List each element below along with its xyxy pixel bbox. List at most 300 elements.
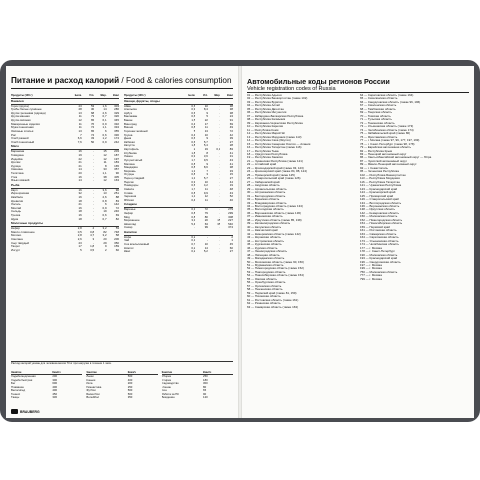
nutrient-value: 0,6	[191, 184, 196, 188]
nutrient-value: 0,9	[102, 206, 107, 210]
nutrient-value: 0,9	[191, 155, 196, 159]
nutrient-value: 52	[229, 195, 233, 199]
nutrient-value: -	[219, 140, 221, 144]
nutrient-value: 69	[115, 214, 119, 218]
region-code-row: 15 — Республика Северная Осетия — Алания	[247, 142, 311, 146]
nutrient-value: 6,6	[77, 137, 82, 141]
activity-kcal: 80	[203, 384, 207, 389]
nutrient-value: -	[93, 161, 95, 165]
region-code-row: 01 — Республика Адыгея	[247, 94, 282, 97]
region-code-row: 12 — Республика Марий Эл	[247, 132, 286, 136]
nutrient-value: 3	[206, 173, 208, 177]
product-name: Лук репчатый	[124, 158, 143, 162]
nutrient-value: 44	[229, 180, 233, 184]
header-cell: Белк.	[188, 94, 196, 97]
nutrient-value: 14	[103, 108, 107, 112]
region-code-row: 35 — Вологодская область	[247, 208, 284, 212]
region-code-row: 193 — Краснодарский край	[360, 257, 398, 261]
nutrient-value: 206	[114, 237, 119, 241]
nutrient-value: -	[219, 191, 221, 195]
nutrient-value: -	[219, 162, 221, 166]
region-code-row: 60 — Псковская область	[247, 295, 281, 299]
nutrient-value: 63	[204, 222, 208, 226]
region-code-row: 89 — Ямало-Ненецкий автономный округ	[360, 163, 417, 167]
activity-name: Коньки	[86, 378, 96, 382]
nutrient-value: -	[93, 241, 95, 245]
nutrient-value: 11	[204, 126, 208, 130]
region-code-row: 61 — Ростовская область (также 161)	[247, 298, 299, 302]
nutrient-value: 0,8	[90, 230, 95, 234]
activity-name: Йога	[86, 382, 93, 386]
product-name: Мука пшеничная	[11, 126, 34, 130]
region-code-row: 45 — Курганская область	[247, 243, 282, 247]
header-cell: Ккал/ч	[127, 371, 136, 374]
nutrient-value: 0,6	[191, 115, 196, 119]
product-name: Кролик	[11, 161, 21, 165]
nutrient-value: 3,2	[102, 227, 107, 231]
header-cell: Занятие	[161, 371, 173, 374]
nutrient-value: 79	[204, 211, 208, 215]
region-code-row: 31 — Белгородская область	[247, 194, 286, 198]
right-title-rule	[247, 92, 469, 93]
header-cell: Жир.	[214, 94, 221, 97]
nutrient-value: 72	[115, 206, 119, 210]
activity-kcal: 200	[127, 381, 133, 386]
section-heading: Рыба	[11, 184, 119, 189]
nutrient-value: 0,3	[191, 208, 196, 212]
product-name: Крупа овсяная	[11, 119, 31, 123]
nutrient-value: 24	[229, 115, 233, 119]
nutrient-value: -	[219, 184, 221, 188]
table-row	[124, 199, 233, 203]
region-code-row: 40 — Калужская область	[247, 225, 282, 229]
nutrient-value: 159	[114, 245, 119, 249]
nutrient-value: -	[93, 195, 95, 199]
table-row	[124, 226, 233, 230]
nutrient-value: 2,8	[77, 234, 82, 238]
nutrient-value: -	[219, 133, 221, 137]
region-code-row: 54 — Новосибирская область (также 154)	[247, 274, 304, 278]
product-name: Сахар	[124, 226, 133, 230]
nutrient-value: 38	[103, 175, 107, 179]
region-code-row: 03 — Республика Бурятия	[247, 100, 283, 104]
product-name: Огурцы	[124, 173, 135, 177]
nutrient-value: 13	[204, 129, 208, 133]
activity-kcal: 400	[127, 377, 133, 382]
nutrient-value: 0,9	[102, 122, 107, 126]
nutrient-value: 18	[78, 217, 82, 221]
product-name: Перец сладкий	[124, 177, 145, 181]
nutrient-value: 2	[193, 148, 196, 152]
product-name: Чай	[124, 239, 130, 243]
region-code-row: 197 — г. Москва	[360, 263, 382, 267]
region-code-row: 136 — Воронежская область	[360, 205, 400, 208]
nutrient-value: 0,8	[191, 162, 196, 166]
nutrient-value: 0,6	[191, 111, 196, 115]
product-name: Черешня	[124, 195, 137, 199]
product-name: Грибы белые сушёные	[11, 108, 42, 112]
nutrient-value: 14	[204, 246, 208, 250]
header-cell: Ккал	[113, 94, 119, 97]
activity-kcal: 65	[203, 388, 207, 393]
product-name: Мёд	[124, 215, 130, 219]
nutrient-value: 27	[229, 177, 233, 181]
region-code-row: 44 — Костромская область	[247, 239, 285, 243]
section-heading: Напитки	[124, 231, 233, 236]
activity-name: Гимнастика	[86, 385, 102, 389]
region-code-row: 19 — Республика Хакасия	[247, 156, 283, 160]
nutrient-value: 74	[90, 133, 95, 137]
nutrient-value: 3,5	[90, 248, 95, 252]
activity-kcal: 90	[203, 391, 207, 396]
product-name: Баранина	[11, 150, 25, 154]
activity-name: Бег	[11, 382, 16, 386]
nutrient-value: 279	[228, 208, 233, 212]
nutrient-value: -	[93, 199, 95, 203]
nutrient-value: 7	[80, 133, 82, 137]
nutrient-value: 0,4	[191, 198, 196, 202]
activity-name: Лыжи	[86, 375, 94, 379]
nutrient-value: 9	[206, 162, 208, 166]
nutrient-value: 1,8	[90, 245, 95, 249]
product-name: Малина	[124, 162, 135, 166]
nutrient-value: 38	[229, 111, 233, 115]
nutrient-value: 0,8	[102, 199, 107, 203]
nutrient-value: 11	[204, 187, 208, 191]
nutrient-value: 80	[204, 215, 208, 219]
nutrient-value: 1,3	[191, 169, 196, 173]
nutrient-value: 8	[104, 164, 107, 168]
nutrient-value: 308	[228, 215, 233, 219]
nutrient-value: 19	[229, 184, 233, 188]
nutrient-value: 13	[78, 129, 82, 133]
nutrient-value: 350	[114, 241, 119, 245]
nutrient-value: 0,8	[191, 173, 196, 177]
product-name: Говядина	[11, 153, 24, 157]
region-code-row: 55 — Омская область	[247, 277, 277, 281]
nutrient-value: 27	[229, 140, 233, 144]
activity-row	[11, 396, 82, 400]
product-name: Овсяные хлопья	[11, 129, 34, 133]
activity-kcal: 250	[203, 374, 208, 379]
nutrient-value: 65	[90, 119, 95, 123]
region-code-row: 190 — Московская область	[360, 253, 398, 257]
table-row	[11, 179, 119, 183]
product-name: Хлеб пшеничный	[11, 140, 35, 144]
nutrient-value: 2,6	[77, 237, 82, 241]
region-code-row: 56 — Оренбургская область	[247, 281, 286, 285]
nutrient-value: 18	[78, 210, 82, 214]
nutrient-value: 60	[229, 246, 233, 250]
nutrient-value: 1,1	[102, 126, 107, 130]
region-code-row: 71 — Тульская область	[360, 118, 392, 122]
nutrient-value: 96	[115, 188, 119, 192]
region-code-row: 38 — Иркутская область (также 85, 138)	[247, 218, 302, 222]
nutrient-value: 23	[78, 241, 82, 245]
region-code-row: 69 — Тверская область	[360, 111, 393, 115]
product-name: Компот	[124, 246, 134, 250]
nutrient-value: 0,9	[191, 108, 196, 112]
header-cell: Занятие	[11, 371, 22, 374]
nutrient-value: -	[219, 129, 221, 133]
product-name: Кофе	[124, 235, 132, 239]
region-code-row: 37 — Ивановская область	[247, 215, 283, 219]
nutrient-value: 0,2	[191, 246, 196, 250]
header-cell: Угл.	[203, 94, 208, 97]
nutrient-value: 10	[204, 104, 208, 108]
nutrient-value: 3,2	[102, 234, 107, 238]
region-code-row: 04 — Республика Алтай	[247, 104, 280, 108]
region-code-row: 95 — Чеченская Республика	[360, 170, 399, 174]
nutrient-value: 22	[204, 119, 208, 123]
region-code-row: 154 — Новосибирская область	[360, 222, 403, 226]
nutrient-value: 0,8	[191, 215, 196, 219]
nutrient-value: 5,7	[203, 177, 208, 181]
nutrient-value: 11	[204, 198, 208, 202]
nutrient-value: 0,2	[191, 250, 196, 254]
nutrient-value: 60	[115, 248, 119, 252]
header-cell: Продукты (100 г)	[11, 94, 33, 97]
nutrient-value: 38	[229, 104, 233, 108]
activity-name: Вождение	[161, 396, 175, 400]
calorie-footnote: Расход калорий указан для человека весом 70 кг при нагрузке в течение 1 часа.	[11, 361, 233, 365]
nutrient-value: 4,7	[90, 234, 95, 238]
product-name: Горошек зелёный	[124, 129, 148, 133]
nutrient-value: 13	[103, 192, 107, 196]
nutrient-value: 3,6	[102, 188, 107, 192]
nutrient-value: 251	[114, 192, 119, 196]
header-cell: Ккал	[227, 94, 233, 97]
nutrient-value: -	[219, 119, 221, 123]
nutrient-value: 14	[78, 168, 82, 172]
nutrient-value: -	[219, 177, 221, 181]
region-code-row: 102 — Республика Башкортостан	[360, 173, 406, 177]
region-code-row: 47 — Ленинградская область	[247, 250, 288, 254]
nutrient-value: 12	[78, 119, 82, 123]
nutrient-value: 48	[229, 187, 233, 191]
activity-name: Сон	[161, 389, 167, 393]
nutrient-value: 16	[78, 214, 82, 218]
nutrient-value: -	[219, 115, 221, 119]
nutrient-value: 5	[193, 129, 196, 133]
nutrient-value: 15	[229, 173, 233, 177]
nutrient-value: -	[219, 187, 221, 191]
nutrient-value: -	[93, 150, 95, 154]
product-name: Персик	[124, 180, 134, 184]
nutrient-value: 3,3	[191, 219, 196, 223]
nutrient-value: 12	[204, 195, 208, 199]
nutrient-value: 9,5	[203, 158, 208, 162]
product-name: Лимон	[124, 155, 133, 159]
nutrient-value: 1,6	[102, 104, 107, 108]
region-code-row: 177 — г. Москва	[360, 246, 382, 250]
nutrient-value: 2	[231, 235, 233, 239]
region-code-row: 22 — Алтайский край	[247, 163, 277, 167]
brand-name: BRAUBERG	[20, 409, 40, 414]
nutrient-value: 11	[78, 126, 82, 130]
region-code-row: 18 — Удмуртская Республика	[247, 152, 288, 156]
activity-kcal: 180	[203, 377, 208, 382]
region-code-row: 163 — Самарская область	[360, 232, 397, 236]
region-code-row: 27 — Хабаровский край	[247, 180, 280, 184]
nutrient-value: 11	[103, 161, 107, 165]
product-name: Утка	[11, 175, 18, 179]
nutrient-value: 21	[78, 164, 82, 168]
region-code-row: 17 — Республика Тыва	[247, 149, 279, 153]
region-code-row: 28 — Амурская область	[247, 184, 280, 188]
nutrient-value: 748	[114, 230, 119, 234]
product-name: Сок апельсиновый	[124, 243, 150, 247]
nutrient-value: 45	[229, 243, 233, 247]
nutrient-value: -	[219, 226, 221, 230]
product-name: Айва	[124, 104, 131, 108]
region-code-row: 41 — Камчатский край	[247, 229, 278, 233]
region-code-row: 777 — г. Москва	[360, 274, 382, 278]
region-code-row: 46 — Курская область	[247, 246, 278, 250]
nutrient-value: 1,7	[191, 187, 196, 191]
nutrient-value: 91	[229, 119, 233, 123]
nutrient-value: 43	[229, 158, 233, 162]
nutrient-value: 58	[115, 234, 119, 238]
nutrient-value: -	[206, 235, 208, 239]
nutrient-value: 1,7	[191, 158, 196, 162]
product-name: Икра красная	[11, 192, 30, 196]
region-code-row: 59 — Пермский край (также 81, 159)	[247, 291, 297, 295]
activity-name: Садоводство	[161, 382, 179, 386]
region-code-row: 29 — Архангельская область	[247, 187, 287, 191]
nutrient-value: -	[219, 180, 221, 184]
nutrient-value: 50	[90, 140, 95, 144]
nutrient-value: 41	[229, 151, 233, 155]
nutrient-value: 405	[114, 175, 119, 179]
region-code-row: 76 — Ярославская область	[360, 135, 398, 139]
region-code-row: 196 — Свердловская область	[360, 260, 401, 264]
nutrient-value: 8,4	[203, 108, 208, 112]
activity-kcal: 330	[52, 395, 58, 400]
product-name: Виноград	[124, 122, 137, 126]
header-cell: Жир.	[100, 94, 107, 97]
activity-kcal: 400	[52, 388, 58, 393]
region-code-row: 32 — Брянская область	[247, 198, 280, 202]
region-code-row: 138 — Иркутская область	[360, 208, 396, 212]
activity-kcal: 500	[127, 391, 133, 396]
product-name: Масло сливочное	[11, 230, 35, 234]
nutrient-value: -	[93, 175, 95, 179]
product-name: Баклажан	[124, 115, 138, 119]
nutrient-value: 21	[78, 203, 82, 207]
product-name: Творог	[11, 245, 21, 249]
nutrient-value: -	[219, 158, 221, 162]
nutrient-value: 35	[217, 222, 221, 226]
activity-name: Стирка	[161, 378, 171, 382]
product-name: Вишня	[124, 126, 134, 130]
nutrient-value: 20	[103, 237, 107, 241]
nutrient-value: 7	[206, 169, 208, 173]
nutrient-value: 3,6	[203, 155, 208, 159]
region-code-row: 86 — Ханты-Мансийский автономный округ — Югра	[360, 156, 432, 160]
nutrient-value: -	[219, 211, 221, 215]
nutrient-value: 10	[204, 243, 208, 247]
nutrient-value: -	[93, 172, 95, 176]
nutrient-value: 19	[78, 153, 82, 157]
nutrient-value: 0,6	[191, 104, 196, 108]
nutrient-value: 20	[204, 219, 208, 223]
region-code-row: 14 — Республика Саха (Якутия)	[247, 139, 291, 143]
nutrient-value: 0,9	[102, 140, 107, 144]
product-name: Мандарин	[124, 166, 138, 170]
nutrient-value: 27	[229, 250, 233, 254]
table-row	[11, 249, 119, 253]
nutrient-value: 0,6	[191, 140, 196, 144]
region-code-row: 26 — Ставропольский край (также 126)	[247, 177, 301, 181]
nutrient-value: 2,6	[102, 195, 107, 199]
region-code-row: 799 — г. Москва	[360, 277, 382, 281]
product-name: Мороженое	[124, 219, 140, 223]
product-name: Яблоки	[124, 198, 134, 202]
nutrient-value: 82	[115, 217, 119, 221]
nutrient-value: 11	[78, 122, 82, 126]
title-ru: Питание и расход калорий	[11, 76, 120, 85]
region-code-row: 174 — Челябинская область	[360, 243, 399, 247]
nutrient-value: 46	[229, 198, 233, 202]
right-page-subtitle: Vehicle registration codes of Russia	[247, 86, 336, 92]
nutrient-value: -	[219, 250, 221, 254]
region-code-row: 58 — Пензенская область	[247, 288, 283, 292]
header-cell: Ккал/ч	[203, 371, 212, 374]
product-name: Хлеб ржаной	[11, 137, 29, 141]
region-code-row: 62 — Рязанская область	[247, 302, 281, 306]
region-code-row: 21 — Чувашская Республика (также 121)	[247, 159, 303, 163]
region-code-row: 152 — Нижегородская область	[360, 218, 403, 222]
nutrient-value: 0,5	[77, 230, 82, 234]
nutrient-value: -	[219, 155, 221, 159]
region-code-row: 75 — Забайкальский край (также 80)	[360, 132, 411, 136]
food-table-col-2	[124, 94, 233, 254]
nutrient-value: 23	[78, 104, 82, 108]
nutrient-value: 14	[78, 179, 82, 183]
nutrient-value: 19	[103, 210, 107, 214]
activity-name: Теннис	[11, 392, 21, 396]
region-code-row: 33 — Владимирская область	[247, 201, 287, 205]
region-code-row: 161 — Ростовская область	[360, 229, 397, 233]
region-code-row: 07 — Кабардино-Балкарская Республика	[247, 114, 304, 118]
nutrient-value: 1,8	[191, 151, 196, 155]
activity-kcal: 500	[127, 374, 133, 379]
nutrient-value: 16	[78, 150, 82, 154]
nutrient-value: 0,8	[191, 211, 196, 215]
product-name: Йогурт	[11, 248, 21, 252]
nutrient-value: 163	[114, 179, 119, 183]
nutrient-value: 0,6	[102, 133, 107, 137]
region-code-row: 11 — Республика Коми	[247, 128, 279, 132]
region-code-row: 30 — Астраханская область	[247, 191, 286, 195]
nutrient-value: 303	[114, 104, 119, 108]
product-name: Индейка	[11, 157, 23, 161]
nutrient-value: 9	[206, 137, 208, 141]
nutrient-value: 39	[229, 137, 233, 141]
activity-name: Велосипед	[11, 389, 26, 393]
nutrient-value: 33	[90, 137, 95, 141]
nutrient-value: 345	[114, 119, 119, 123]
nutrient-value: -	[93, 179, 95, 183]
region-code-row: 49 — Магаданская область	[247, 257, 285, 261]
product-name: Кабачки	[124, 140, 135, 144]
product-name: Минтай	[11, 206, 22, 210]
product-name: Сыр твёрдый	[11, 241, 29, 245]
nutrient-value: -	[93, 188, 95, 192]
nutrient-value: -	[219, 208, 221, 212]
product-name: Свёкла	[124, 187, 134, 191]
